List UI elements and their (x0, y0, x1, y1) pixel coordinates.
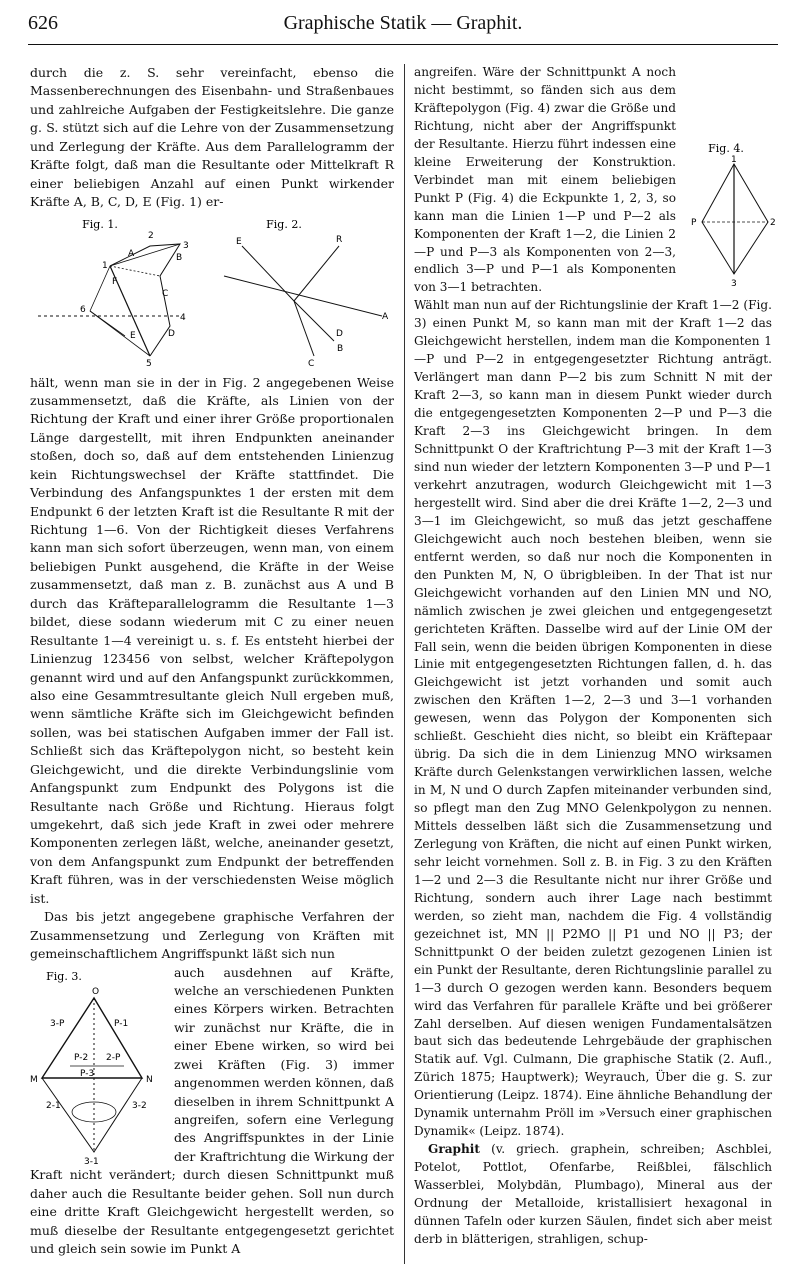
left-column (30, 64, 394, 1259)
figure-caption: Fig. 4. (708, 142, 744, 155)
fig-label: P (691, 218, 697, 228)
fig-label: 3 (731, 279, 737, 289)
paragraph: durch die z. S. sehr vereinfacht, ebenso die Massenberechnungen des Eisenbahn- und Straßenbaues und zahlreiche Aufgaben der Festigkeitslehre. Die ganze g. S. stützt sich auf die Lehre von der Zusammensetzung und Zerlegung der Kräfte. Aus dem Parallelogramm der Kräfte folgt, daß man die Resultante oder Mittelkraft R einer beliebigen Anzahl auf einen Punkt wirkender Kräfte A, B, C, D, E (Fig. 1) er- (30, 65, 394, 210)
paragraph: hält, wenn man sie in der in Fig. 2 angegebenen Weise zusammensetzt, daß die Kräfte, als Linien von der Richtung der Kraft und einer ihrer Größe proportionalen Länge dargestellt, mit ihren Endpunkten aneinander stoßen, doch so, daß auf dem entstehenden Linienzug kein Richtungswechsel der Kräfte stattfindet. Die Verbindung des Anfangspunktes 1 der ersten mit dem Endpunkt 6 der letzten Kraft ist die Resultante R mit der Richtung 1—6. Von der Richtigkeit dieses Verfahrens kann man sich sofort überzeugen, wenn man, von einem beliebigen Punkt ausgehend, die Kräfte in der Weise zusammensetzt, daß man z. B. zunächst aus A und B durch das Kräfteparallelogramm die Resultante 1—3 bildet, diese sodann wiederum mit C zu einer neuen Resultante 1—4 vereinigt u. s. f. Es entsteht hierbei der Linienzug 123456 von selbst, welcher Kräftepolygon genannt wird und auf den Anfangspunkt zurückkommen, also eine Gesammtresultante gleich Null ergeben muß, wenn sämtliche Kräfte sich im Gleichgewicht befinden sollen, was bei statischen Aufgaben immer der Fall ist. Schließt sich das Kräftepolygon nicht, so besteht kein Gleichgewicht, und die direkte Verbindungslinie vom Anfangspunkt zum Endpunkt des Polygons ist die Resultante nach Größe und Richtung. Hieraus folgt umgekehrt, daß sich jede Kraft in zwei oder mehrere Komponenten zerlegen läßt, welche, aneinander gesetzt, von dem Anfangspunkt zum Endpunkt der betreffenden Kraft führen, was in der verschiedensten Weise möglich ist. (30, 374, 394, 906)
fig-label: 2-P (106, 1052, 121, 1063)
fig-label: D (336, 328, 343, 339)
fig-label: E (236, 236, 242, 247)
figure-4 (686, 140, 776, 290)
fig-label: D (168, 328, 175, 339)
entry-headword: Graphit (428, 1142, 480, 1157)
fig-label: P-1 (114, 1018, 129, 1029)
paragraph: Wählt man nun auf der Richtungslinie der Kraft 1—2 (Fig. 3) einen Punkt M, so kann man mit der Kraft 1—2 das Gleichgewicht herstellen, indem man die Komponenten 1—P und P—2 in entgegengesetzter Richtung anträgt. Verlängert man dann P—2 bis zum Schnitt N mit der Kraft 2—3, so kann man in diesem Punkt wieder durch die entgegengesetzten Komponenten 2—P und P—3 die Kraft 2—3 ins Gleichgewicht bringen. In dem Schnittpunkt O der Kraftrichtung P—3 mit der Kraft 1—3 sind nun wieder der letztern Komponenten 3—P und P—1 verkehrt anzutragen, wodurch Gleichgewicht mit 1—3 hergestellt wird. Sind aber die drei Kräfte 1—2, 2—3 und 3—1 im Gleichgewicht, so muß das jetzt geschaffene Gleichgewicht auch noch bestehen bleiben, wenn sie entfernt werden, so daß nur noch die Komponenten in den Punkten M, N, O übrigbleiben. In der That ist nur Gleichgewicht vorhanden auf den Linien MN und NO, nämlich zwischen je zwei gleichen und entgegengesetzt gerichteten Kräften. Dasselbe wird auf der Linie OM der Fall sein, wenn die beiden übrigen Komponenten in diese Linie mit entgegengesetzten Richtungen fallen, d. h. das Gleichgewicht ist jetzt vorhanden und somit auch zwischen den Kräften 1—2, 2—3 und 3—1 vorhanden gewesen, wenn das Polygon der Komponenten sich schließt. Geschieht dies nicht, so bleibt ein Kräftepaar übrig. Da sich die in dem Linienzug MNO wirksamen Kräfte durch Gelenkstangen verwirklichen lassen, welche in M, N und O durch Zapfen miteinander verbunden sind, so pflegt man den Zug MNO Gelenkpolygon zu nennen. Mittels desselben läßt sich die Zusammensetzung und Zerlegung von Kräften, die nicht auf einen Punkt wirken, sehr leicht vornehmen. Soll z. B. in Fig. 3 zu den Kräften 1—2 und 2—3 die Resultante nicht nur ihrer Größe und Richtung, sondern auch ihrer Lage nach bestimmt werden, so zieht man, nachdem die Fig. 4 vollständig gezeichnet ist, MN || P2MO || P1 und NO || P3; der Schnittpunkt O der beiden zuletzt gezogenen Linien ist ein Punkt der Resultante, deren Richtungslinie parallel zu 1—3 durch O gezogen werden kann. Besonders bequem wird das Verfahren für parallele Kräfte und bei größerer Zahl derselben. Auf diesen wenigen Fundamentalsätzen baut sich das bedeutende Lehrgebäude der graphischen Statik auf. Vgl. Culmann, Die graphische Statik (2. Aufl., Zürich 1875; Hauptwerk); Weyrauch, Über die g. S. zur Orientierung (Leipz. 1874). Eine ähnliche Behandlung der Dynamik unternahm Pröll im »Versuch einer graphischen Dynamik« (Leipz. 1874). (414, 298, 772, 1139)
column-divider (404, 64, 405, 1264)
fig-label: O (92, 986, 100, 997)
fig-label: P-2 (74, 1052, 89, 1063)
fig-label: 5 (146, 358, 152, 369)
fig-label: 3-P (50, 1018, 65, 1029)
figure-1 (30, 216, 220, 370)
fig-label: A (382, 311, 389, 322)
fig-label: 3-2 (132, 1100, 147, 1111)
fig-label: 2 (770, 218, 776, 228)
fig-label: P-3 (80, 1068, 95, 1079)
fig-label: 3-1 (84, 1156, 99, 1167)
fig-label: A (128, 248, 135, 259)
paragraph: angreifen. Wäre der Schnittpunkt A noch nicht bestimmt, so fänden sich aus dem Kräftepolygon (Fig. 4) zwar die Größe und Richtung, nicht aber der Angriffspunkt der Resultante. Hierzu führt indessen eine kleine Erweiterung der Konstruktion. Verbindet man mit einem beliebigen Punkt P (Fig. 4) die Eckpunkte 1, 2, 3, so kann man die Linien 1—P und P—2 als Komponenten der Kraft 1—2, die Linien 2—P und P—3 als Komponenten von 2—3, endlich 3—P und P—1 als Komponenten von 3—1 betrachten. (414, 65, 676, 295)
figure-2 (224, 216, 394, 370)
fig-label: 6 (80, 304, 86, 315)
fig-label: B (337, 343, 344, 354)
fig-label: 4 (180, 312, 186, 323)
figure-caption: Fig. 3. (46, 969, 82, 983)
fig-label: B (176, 252, 183, 263)
fig-label: 3 (183, 240, 189, 251)
paragraph: auch ausdehnen auf Kräfte, welche an verschiedenen Punkten eines Körpers wirken. Betrachten wir zunächst nur Kräfte, die in einer Ebene wirken, so wird bei zwei Kräften (Fig. 3) immer angenommen werden können, daß dieselben in ihrem Schnittpunkt A angreifen, sofern eine Verlegung des Angriffspunktes in der Linie der Kraftrichtung die Wirkung der Kraft nicht verändert; durch diesen Schnittpunkt muß daher auch die Resultante beider gehen. Soll nun durch eine dritte Kraft Gleichgewicht hergestellt werden, so muß dieselbe der Resultante entgegengesetzt gerichtet und gleich sein sowie im Punkt A (30, 964, 394, 1257)
page-number: 626 (28, 12, 58, 34)
figure-caption: Fig. 2. (266, 217, 302, 231)
fig-label: F (112, 276, 118, 287)
fig-label: E (130, 330, 136, 341)
running-title: Graphische Statik — Graphit. (283, 12, 523, 34)
paragraph: Das bis jetzt angegebene graphische Verfahren der Zusammensetzung und Zerlegung von Kräften mit gemeinschaftlichem Angriffspunkt läßt sich nun (30, 909, 394, 962)
fig-label: R (336, 234, 343, 245)
figure-caption: Fig. 1. (82, 217, 118, 231)
figure-row (30, 216, 394, 370)
fig-label: N (146, 1074, 153, 1085)
dictionary-entry (414, 1141, 772, 1249)
entry-text: (v. griech. graphein, schreiben; Aschblei, Potelot, Pottlot, Ofenfarbe, Reißblei, fälschlich Wasserblei, Molybdän, Plumbago), Mineral aus der Ordnung der Metalloide, kristallisiert hexagonal in dünnen Tafeln oder kurzen Säulen, findet sich aber meist derb in blätterigen, strahligen, schup- (414, 1142, 772, 1246)
page-header (28, 8, 778, 45)
fig-label: M (30, 1074, 38, 1085)
right-column (414, 64, 776, 1249)
fig-label: C (308, 358, 315, 369)
fig-label: 2 (148, 230, 154, 241)
fig-label: 1 (102, 260, 108, 271)
fig-label: C (162, 288, 169, 299)
fig-label: 1 (731, 155, 737, 165)
fig-label: 2-1 (46, 1100, 61, 1111)
figure-3 (24, 966, 166, 1166)
